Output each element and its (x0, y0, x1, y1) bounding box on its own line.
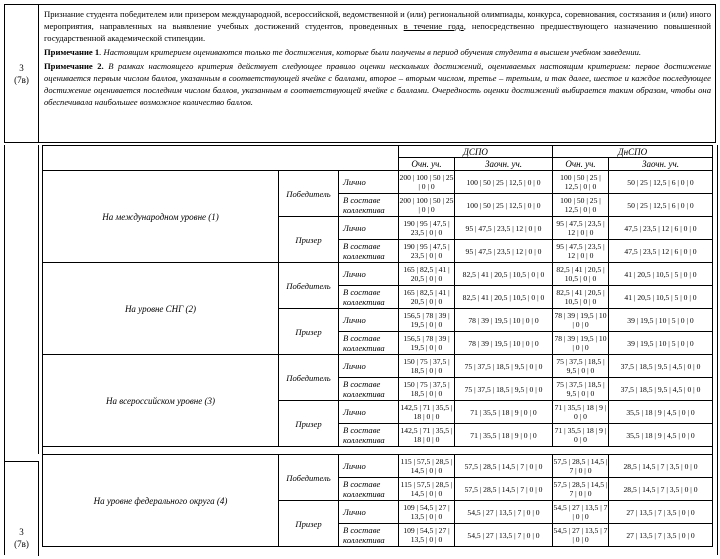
note-1-text: . Настоящим критерием оцениваются только те достижения, которые были получены в период обучения студента в высшем учебном заведении. (99, 47, 642, 57)
criterion-text: Признание студента победителем или призером международной, всероссийской, ведомственной и (или) региональной олимпиады, конкурса, соревнования, состязания и (или) иного мероприятия, направленных на выявление учебных достижений студентов, проведенных (44, 9, 711, 31)
participation-team: В составе коллектива (339, 424, 399, 447)
score-cell: 27 | 13,5 | 7 | 3,5 | 0 | 0 (609, 501, 713, 524)
participation-individual: Лично (339, 171, 399, 194)
participation-individual: Лично (339, 355, 399, 378)
table-row (43, 355, 713, 378)
score-cell: 115 | 57,5 | 28,5 | 14,5 | 0 | 0 (399, 455, 455, 478)
score-cell: 78 | 39 | 19,5 | 10 | 0 | 0 (553, 309, 609, 332)
score-cell: 54,5 | 27 | 13,5 | 7 | 0 | 0 (553, 501, 609, 524)
table-row (43, 171, 713, 194)
criterion-number-cell (5, 5, 39, 142)
score-cell: 100 | 50 | 25 | 12,5 | 0 | 0 (455, 194, 553, 217)
participation-team: В составе коллектива (339, 332, 399, 355)
score-cell: 78 | 39 | 19,5 | 10 | 0 | 0 (553, 332, 609, 355)
score-cell: 37,5 | 18,5 | 9,5 | 4,5 | 0 | 0 (609, 355, 713, 378)
role-winner: Победитель (279, 355, 339, 401)
score-cell: 35,5 | 18 | 9 | 4,5 | 0 | 0 (609, 424, 713, 447)
score-cell: 95 | 47,5 | 23,5 | 12 | 0 | 0 (553, 240, 609, 263)
role-winner: Победитель (279, 171, 339, 217)
score-cell: 27 | 13,5 | 7 | 3,5 | 0 | 0 (609, 524, 713, 547)
participation-individual: Лично (339, 217, 399, 240)
participation-team: В составе коллектива (339, 378, 399, 401)
score-cell: 200 | 100 | 50 | 25 | 0 | 0 (399, 171, 455, 194)
level-name: На всероссийском уровне (3) (43, 355, 279, 447)
criterion-block (4, 4, 716, 143)
score-cell: 100 | 50 | 25 | 12,5 | 0 | 0 (553, 171, 609, 194)
participation-individual: Лично (339, 455, 399, 478)
participation-team: В составе коллектива (339, 240, 399, 263)
note-2-label: Примечание 2. (44, 61, 104, 71)
criterion-text-underlined: в течение года (403, 21, 464, 31)
score-cell: 100 | 50 | 25 | 12,5 | 0 | 0 (553, 194, 609, 217)
table-row (43, 263, 713, 286)
score-cell: 57,5 | 28,5 | 14,5 | 7 | 0 | 0 (455, 455, 553, 478)
role-prizewinner: Призер (279, 309, 339, 355)
score-cell: 190 | 95 | 47,5 | 23,5 | 0 | 0 (399, 217, 455, 240)
bottom-criterion-number: 3 (19, 527, 24, 537)
participation-team: В составе коллектива (339, 524, 399, 547)
criterion-code: (7в) (14, 74, 29, 85)
table-page-break (43, 447, 713, 455)
score-cell: 54,5 | 27 | 13,5 | 7 | 0 | 0 (455, 501, 553, 524)
score-cell: 95 | 47,5 | 23,5 | 12 | 0 | 0 (455, 240, 553, 263)
scores-table (42, 145, 713, 547)
role-prizewinner: Призер (279, 217, 339, 263)
participation-individual: Лично (339, 501, 399, 524)
criterion-number: 3 (19, 62, 24, 73)
sub-header-dnspo-extramural: Заочн. уч. (609, 158, 713, 171)
scores-table-area (4, 145, 718, 555)
participation-team: В составе коллектива (339, 194, 399, 217)
score-cell: 71 | 35,5 | 18 | 9 | 0 | 0 (455, 424, 553, 447)
score-cell: 75 | 37,5 | 18,5 | 9,5 | 0 | 0 (553, 378, 609, 401)
sub-header-dspo-full-time: Очн. уч. (399, 158, 455, 171)
note-2-text: В рамках настоящего критерия действует следующее правило оценки нескольких достижений, оцениваемых настоящим критерием: первое достижение оценивается первым числом баллов, указанным в соответствующей ячейке с баллами, второе – вторым числом, третье – третьим, и так далее, шестое и каждое последующее достижение оценивается последним числом баллов, указанным в соответствующей ячейке с баллами. Очередность оценки достижений выбирается таким образом, чтобы она обеспечивала наибольшее возможное количество баллов. (44, 61, 711, 107)
header-empty-cell (43, 146, 399, 171)
score-cell: 71 | 35,5 | 18 | 9 | 0 | 0 (553, 401, 609, 424)
page-break-cell (43, 447, 713, 455)
score-cell: 47,5 | 23,5 | 12 | 6 | 0 | 0 (609, 240, 713, 263)
score-cell: 41 | 20,5 | 10,5 | 5 | 0 | 0 (609, 263, 713, 286)
score-cell: 115 | 57,5 | 28,5 | 14,5 | 0 | 0 (399, 478, 455, 501)
score-cell: 54,5 | 27 | 13,5 | 7 | 0 | 0 (455, 524, 553, 547)
score-cell: 35,5 | 18 | 9 | 4,5 | 0 | 0 (609, 401, 713, 424)
participation-individual: Лично (339, 401, 399, 424)
score-cell: 39 | 19,5 | 10 | 5 | 0 | 0 (609, 332, 713, 355)
score-cell: 200 | 100 | 50 | 25 | 0 | 0 (399, 194, 455, 217)
criterion-description (44, 8, 711, 44)
role-prizewinner: Призер (279, 401, 339, 447)
criterion-text-cell (39, 5, 715, 142)
participation-individual: Лично (339, 309, 399, 332)
note-1 (44, 46, 711, 58)
score-cell: 82,5 | 41 | 20,5 | 10,5 | 0 | 0 (455, 286, 553, 309)
note-2 (44, 60, 711, 108)
score-cell: 142,5 | 71 | 35,5 | 18 | 0 | 0 (399, 401, 455, 424)
score-cell: 156,5 | 78 | 39 | 19,5 | 0 | 0 (399, 309, 455, 332)
left-number-column-upper (5, 145, 39, 454)
sub-header-dnspo-full-time: Очн. уч. (553, 158, 609, 171)
score-cell: 95 | 47,5 | 23,5 | 12 | 0 | 0 (455, 217, 553, 240)
score-cell: 165 | 82,5 | 41 | 20,5 | 0 | 0 (399, 286, 455, 309)
group-header-dspo: ДСПО (399, 146, 553, 158)
score-cell: 82,5 | 41 | 20,5 | 10,5 | 0 | 0 (553, 263, 609, 286)
bottom-criterion-code: (7в) (14, 539, 29, 549)
score-cell: 54,5 | 27 | 13,5 | 7 | 0 | 0 (553, 524, 609, 547)
level-name: На уровне СНГ (2) (43, 263, 279, 355)
note-1-label: Примечание 1 (44, 47, 100, 57)
score-cell: 150 | 75 | 37,5 | 18,5 | 0 | 0 (399, 378, 455, 401)
score-cell: 165 | 82,5 | 41 | 20,5 | 0 | 0 (399, 263, 455, 286)
score-cell: 71 | 35,5 | 18 | 9 | 0 | 0 (553, 424, 609, 447)
level-name: На уровне федерального округа (4) (43, 455, 279, 547)
score-cell: 82,5 | 41 | 20,5 | 10,5 | 0 | 0 (553, 286, 609, 309)
participation-individual: Лично (339, 263, 399, 286)
score-cell: 109 | 54,5 | 27 | 13,5 | 0 | 0 (399, 524, 455, 547)
participation-team: В составе коллектива (339, 286, 399, 309)
score-cell: 156,5 | 78 | 39 | 19,5 | 0 | 0 (399, 332, 455, 355)
bottom-criterion-label (5, 526, 38, 550)
score-cell: 50 | 25 | 12,5 | 6 | 0 | 0 (609, 194, 713, 217)
score-cell: 95 | 47,5 | 23,5 | 12 | 0 | 0 (553, 217, 609, 240)
score-cell: 28,5 | 14,5 | 7 | 3,5 | 0 | 0 (609, 478, 713, 501)
score-cell: 71 | 35,5 | 18 | 9 | 0 | 0 (455, 401, 553, 424)
score-cell: 150 | 75 | 37,5 | 18,5 | 0 | 0 (399, 355, 455, 378)
score-cell: 75 | 37,5 | 18,5 | 9,5 | 0 | 0 (455, 355, 553, 378)
role-winner: Победитель (279, 263, 339, 309)
score-cell: 75 | 37,5 | 18,5 | 9,5 | 0 | 0 (455, 378, 553, 401)
score-cell: 109 | 54,5 | 27 | 13,5 | 0 | 0 (399, 501, 455, 524)
score-cell: 78 | 39 | 19,5 | 10 | 0 | 0 (455, 309, 553, 332)
level-name: На международном уровне (1) (43, 171, 279, 263)
score-cell: 190 | 95 | 47,5 | 23,5 | 0 | 0 (399, 240, 455, 263)
score-cell: 57,5 | 28,5 | 14,5 | 7 | 0 | 0 (553, 455, 609, 478)
score-cell: 75 | 37,5 | 18,5 | 9,5 | 0 | 0 (553, 355, 609, 378)
sub-header-dspo-extramural: Заочн. уч. (455, 158, 553, 171)
score-cell: 41 | 20,5 | 10,5 | 5 | 0 | 0 (609, 286, 713, 309)
role-prizewinner: Призер (279, 501, 339, 547)
score-cell: 82,5 | 41 | 20,5 | 10,5 | 0 | 0 (455, 263, 553, 286)
group-header-dnspo: ДнСПО (553, 146, 713, 158)
score-cell: 78 | 39 | 19,5 | 10 | 0 | 0 (455, 332, 553, 355)
role-winner: Победитель (279, 455, 339, 501)
criterion-text-end: , непосредственно предшествующего назначению повышенной государственной академической стипендии. (44, 21, 711, 43)
score-cell: 57,5 | 28,5 | 14,5 | 7 | 0 | 0 (455, 478, 553, 501)
score-cell: 57,5 | 28,5 | 14,5 | 7 | 0 | 0 (553, 478, 609, 501)
score-cell: 50 | 25 | 12,5 | 6 | 0 | 0 (609, 171, 713, 194)
table-row (43, 455, 713, 478)
score-cell: 28,5 | 14,5 | 7 | 3,5 | 0 | 0 (609, 455, 713, 478)
score-cell: 142,5 | 71 | 35,5 | 18 | 0 | 0 (399, 424, 455, 447)
participation-team: В составе коллектива (339, 478, 399, 501)
score-cell: 100 | 50 | 25 | 12,5 | 0 | 0 (455, 171, 553, 194)
score-cell: 39 | 19,5 | 10 | 5 | 0 | 0 (609, 309, 713, 332)
score-cell: 37,5 | 18,5 | 9,5 | 4,5 | 0 | 0 (609, 378, 713, 401)
score-cell: 47,5 | 23,5 | 12 | 6 | 0 | 0 (609, 217, 713, 240)
